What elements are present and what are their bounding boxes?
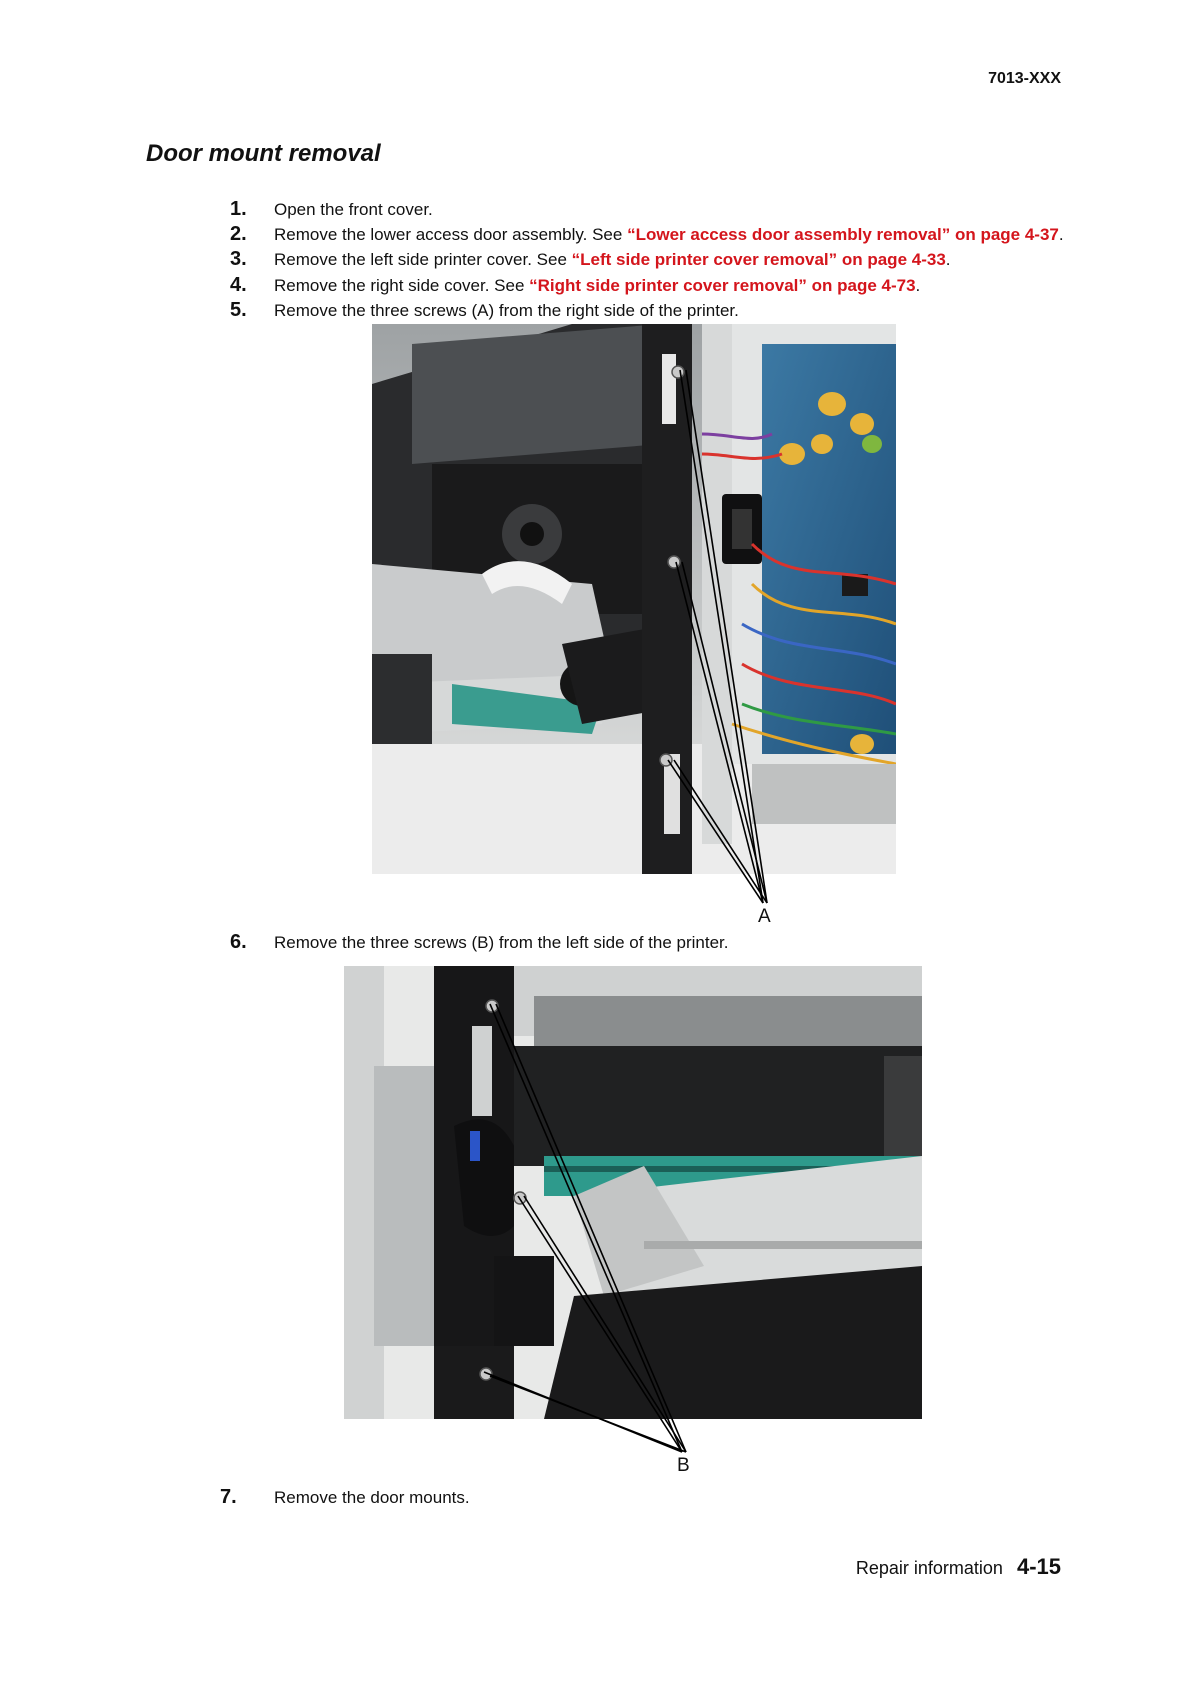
cross-reference-link[interactable]: “Left side printer cover removal” on page 4-33 xyxy=(571,250,946,269)
step-number: 6. xyxy=(230,931,247,953)
step-3 xyxy=(230,248,951,271)
step-text: Remove the door mounts. xyxy=(274,1488,470,1507)
step-6 xyxy=(230,931,728,954)
step-1 xyxy=(230,198,433,221)
photo-left-side xyxy=(344,966,922,1419)
left-side-photo-illustration xyxy=(344,966,922,1419)
step-number: 1. xyxy=(230,198,247,220)
page-id: 7013-XXX xyxy=(988,70,1061,87)
step-text: Remove the three screws (A) from the right side of the printer. xyxy=(274,301,739,320)
step-text: Remove the left side printer cover. See xyxy=(274,250,572,269)
screw-a-1 xyxy=(672,366,684,378)
step-number: 2. xyxy=(230,223,247,245)
step-number: 7. xyxy=(220,1486,237,1508)
screw-b-2 xyxy=(514,1192,526,1204)
screw-a-3 xyxy=(660,754,672,766)
right-side-photo-illustration xyxy=(372,324,896,874)
step-number: 5. xyxy=(230,299,247,321)
screw-b-3 xyxy=(480,1368,492,1380)
cross-reference-link[interactable]: “Right side printer cover removal” on page 4-73 xyxy=(529,276,916,295)
callout-label-a: A xyxy=(758,906,771,927)
step-number: 3. xyxy=(230,248,247,270)
footer-page-number: 4-15 xyxy=(1016,1554,1061,1579)
step-4 xyxy=(230,274,920,297)
step-2 xyxy=(230,223,1064,246)
step-text: Open the front cover. xyxy=(274,200,433,219)
step-number: 4. xyxy=(230,274,247,296)
step-5 xyxy=(230,299,739,322)
page-title: Door mount removal xyxy=(146,140,381,167)
step-text: Remove the three screws (B) from the left side of the printer. xyxy=(274,933,729,952)
cross-reference-link[interactable]: “Lower access door assembly removal” on page 4-37 xyxy=(627,225,1059,244)
step-text-tail: . xyxy=(1058,225,1064,244)
step-text: Remove the right side cover. See xyxy=(274,276,530,295)
screw-b-1 xyxy=(486,1000,498,1012)
step-7 xyxy=(220,1486,470,1509)
page-footer xyxy=(856,1554,1061,1580)
footer-section: Repair information xyxy=(855,1558,1003,1578)
screw-a-2 xyxy=(668,556,680,568)
step-text-tail: . xyxy=(915,276,921,295)
step-text: Remove the lower access door assembly. See xyxy=(274,225,628,244)
step-text-tail: . xyxy=(945,250,951,269)
callout-label-b: B xyxy=(677,1455,690,1476)
photo-right-side xyxy=(372,324,896,874)
